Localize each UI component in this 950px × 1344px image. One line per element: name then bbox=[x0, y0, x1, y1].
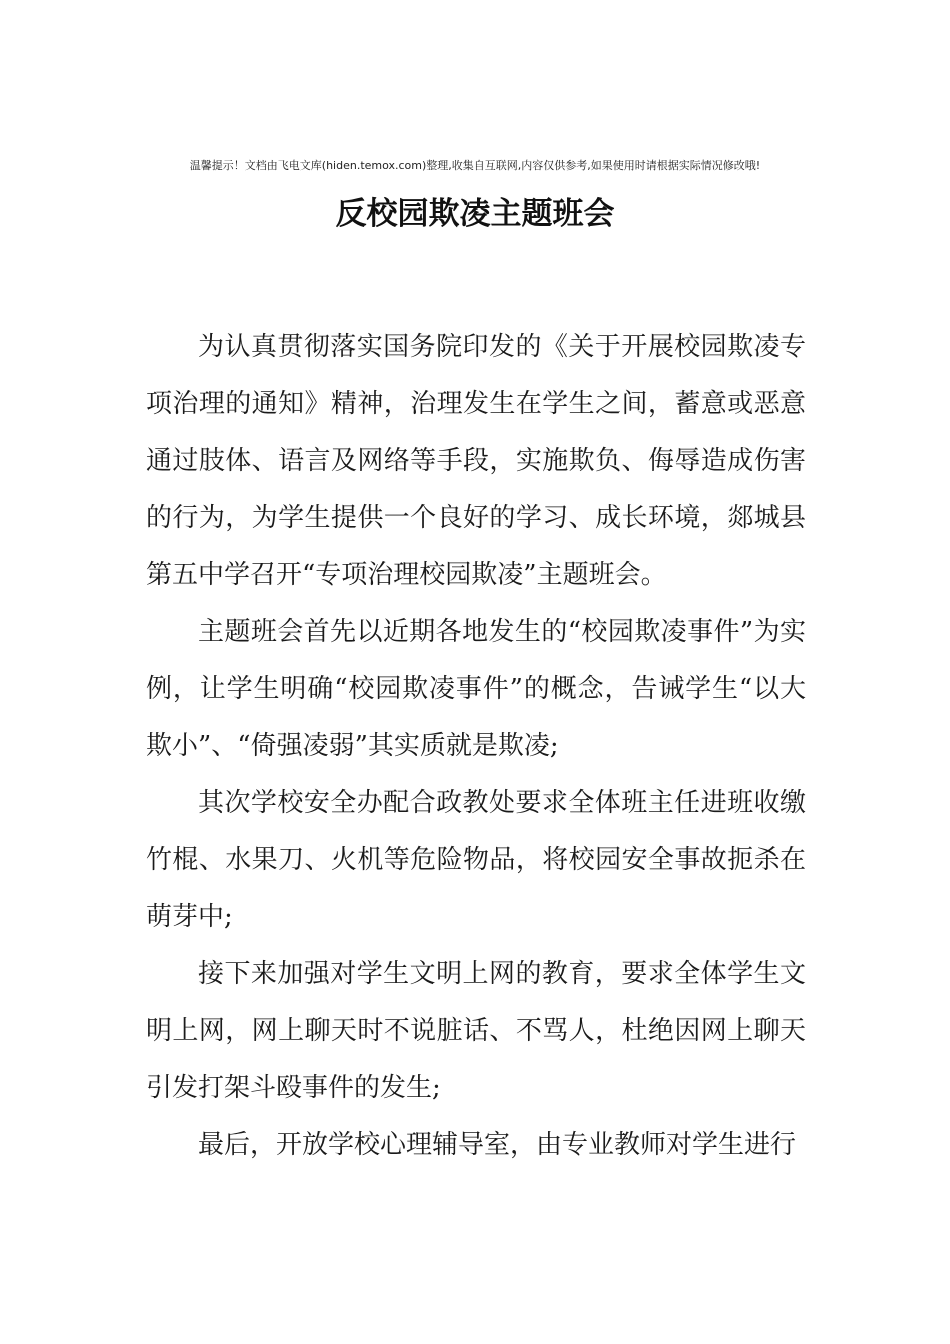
document-title: 反校园欺凌主题班会 bbox=[335, 196, 615, 232]
paragraph-5: 最后，开放学校心理辅导室，由专业教师对学生进行 bbox=[198, 1130, 797, 1160]
document-body bbox=[146, 319, 806, 1174]
paragraph-2: 主题班会首先以近期各地发生的“校园欺凌事件”为实例，让学生明确“校园欺凌事件”的概念，告诫学生“以大欺小”、“倚强凌弱”其实质就是欺凌; bbox=[146, 617, 806, 761]
header-notice: 温馨提示！文档由飞电文库(hiden.temox.com)整理,收集自互联网,内容仅供参考,如果使用时请根据实际情况修改哦! bbox=[189, 159, 761, 172]
paragraph-1: 为认真贯彻落实国务院印发的《关于开展校园欺凌专项治理的通知》精神，治理发生在学生之间，蓄意或恶意通过肢体、语言及网络等手段，实施欺负、侮辱造成伤害的行为，为学生提供一个良好的学习、成长环境，郯城县第五中学召开“专项治理校园欺凌”主题班会。 bbox=[146, 332, 806, 590]
paragraph-3: 其次学校安全办配合政教处要求全体班主任进班收缴竹棍、水果刀、火机等危险物品，将校园安全事故扼杀在萌芽中; bbox=[146, 788, 806, 932]
paragraph-4: 接下来加强对学生文明上网的教育，要求全体学生文明上网，网上聊天时不说脏话、不骂人，杜绝因网上聊天引发打架斗殴事件的发生; bbox=[146, 959, 806, 1103]
